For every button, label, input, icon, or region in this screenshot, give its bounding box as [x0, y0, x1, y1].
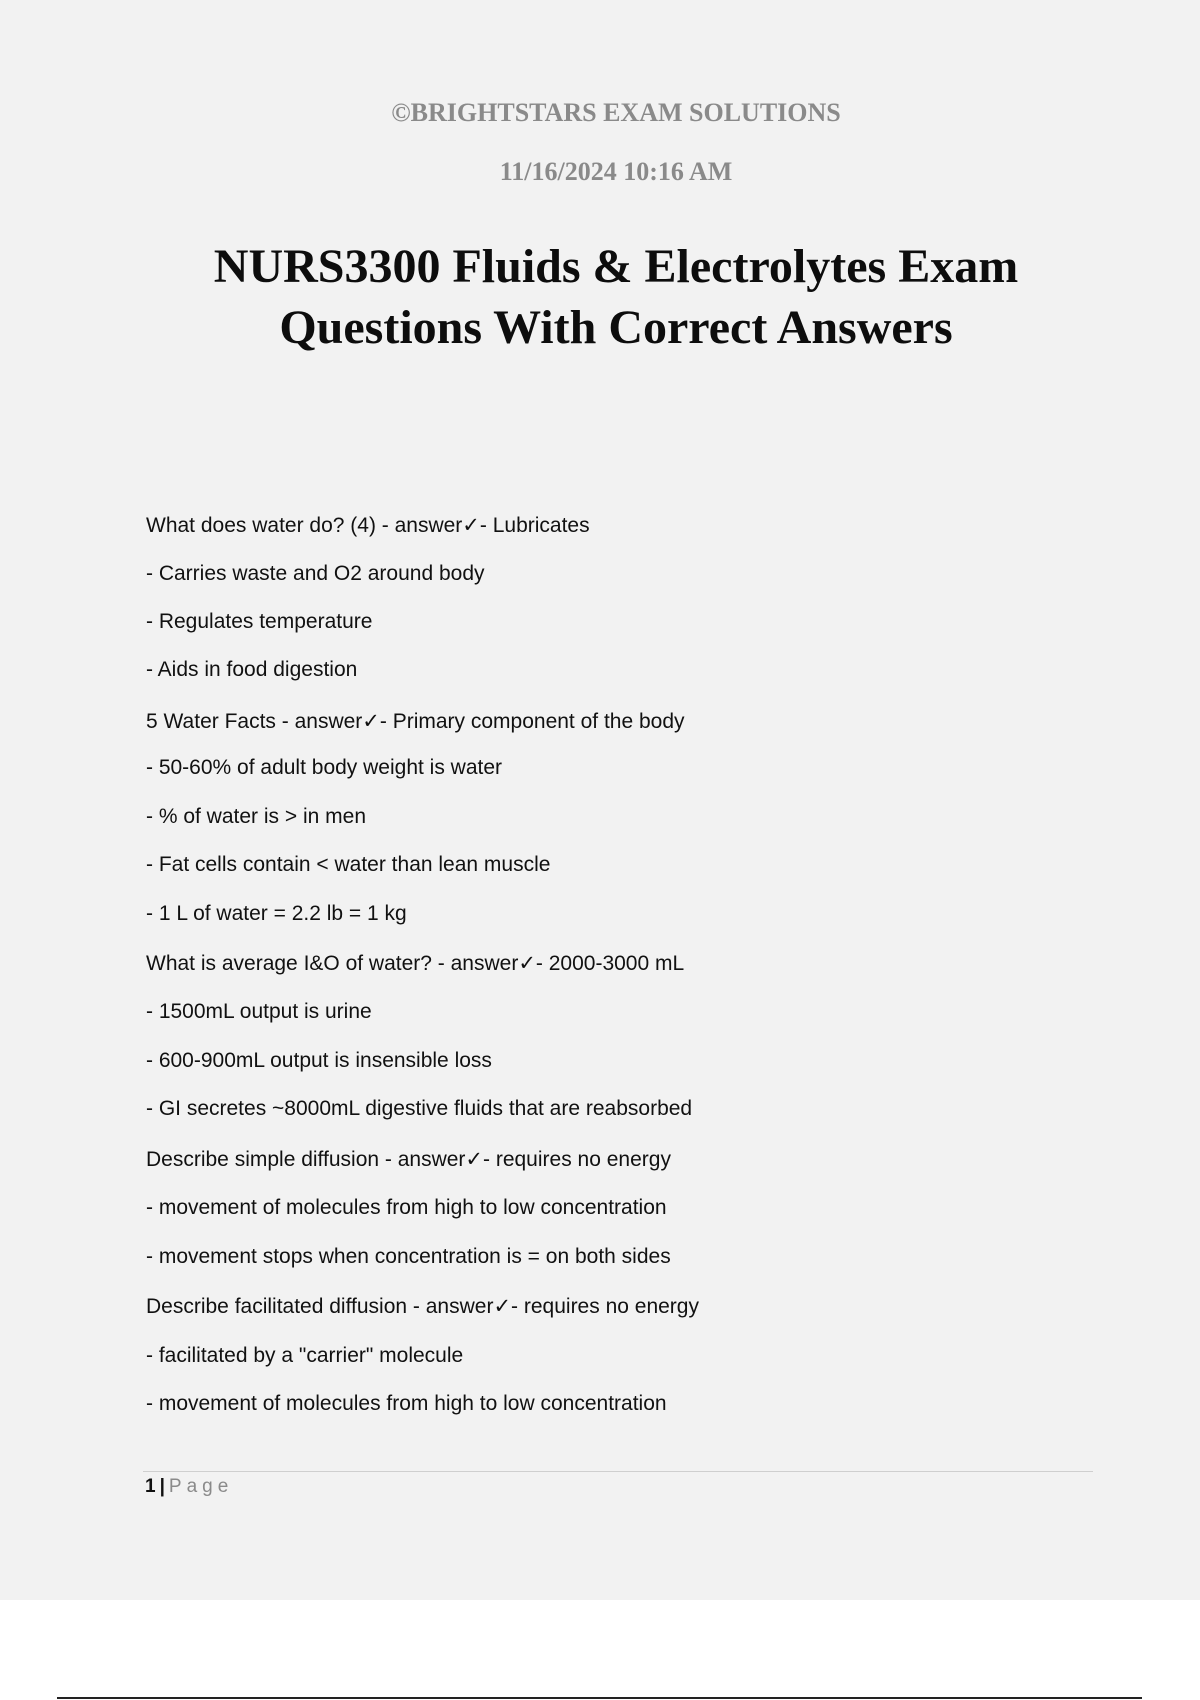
content-line: - GI secretes ~8000mL digestive fluids that are reabsorbed [146, 1097, 693, 1120]
title-line-1: NURS3300 Fluids & Electrolytes Exam [213, 240, 1019, 293]
title-line-2: Questions With Correct Answers [279, 301, 953, 354]
content-line: 5 Water Facts - answer✓- Primary component of the body [146, 710, 685, 733]
content-line: Describe facilitated diffusion - answer✓- requires no energy [146, 1295, 699, 1318]
content-line: What is average I&O of water? - answer✓- 2000-3000 mL [146, 952, 685, 975]
content-line: - Carries waste and O2 around body [146, 562, 485, 585]
next-page-edge [57, 1697, 1142, 1699]
content-line: - % of water is > in men [146, 805, 366, 828]
page-label: Page [168, 1476, 234, 1497]
content-line: - 50-60% of adult body weight is water [146, 756, 503, 779]
header-organization: ©BRIGHTSTARS EXAM SOLUTIONS [391, 98, 841, 127]
content-line: - facilitated by a "carrier" molecule [146, 1344, 464, 1367]
content-line: - 1 L of water = 2.2 lb = 1 kg [146, 902, 407, 925]
page-footer [145, 1475, 233, 1499]
content-line: - Fat cells contain < water than lean muscle [146, 853, 551, 876]
document-title [100, 236, 1132, 358]
content-line: - movement of molecules from high to low concentration [146, 1392, 667, 1415]
content-line: What does water do? (4) - answer✓- Lubricates [146, 514, 590, 537]
content-line: - 600-900mL output is insensible loss [146, 1049, 492, 1072]
content-line: - 1500mL output is urine [146, 1000, 372, 1023]
header-datetime: 11/16/2024 10:16 AM [499, 157, 733, 186]
content-line: - Aids in food digestion [146, 658, 358, 681]
page-number: 1 [145, 1476, 156, 1497]
footer-separator: | [159, 1476, 165, 1497]
content-line: - movement stops when concentration is = on both sides [146, 1245, 671, 1268]
content-line: - movement of molecules from high to low concentration [146, 1196, 667, 1219]
content-line: - Regulates temperature [146, 610, 373, 633]
content-line: Describe simple diffusion - answer✓- requires no energy [146, 1148, 671, 1171]
footer-divider [143, 1471, 1093, 1472]
